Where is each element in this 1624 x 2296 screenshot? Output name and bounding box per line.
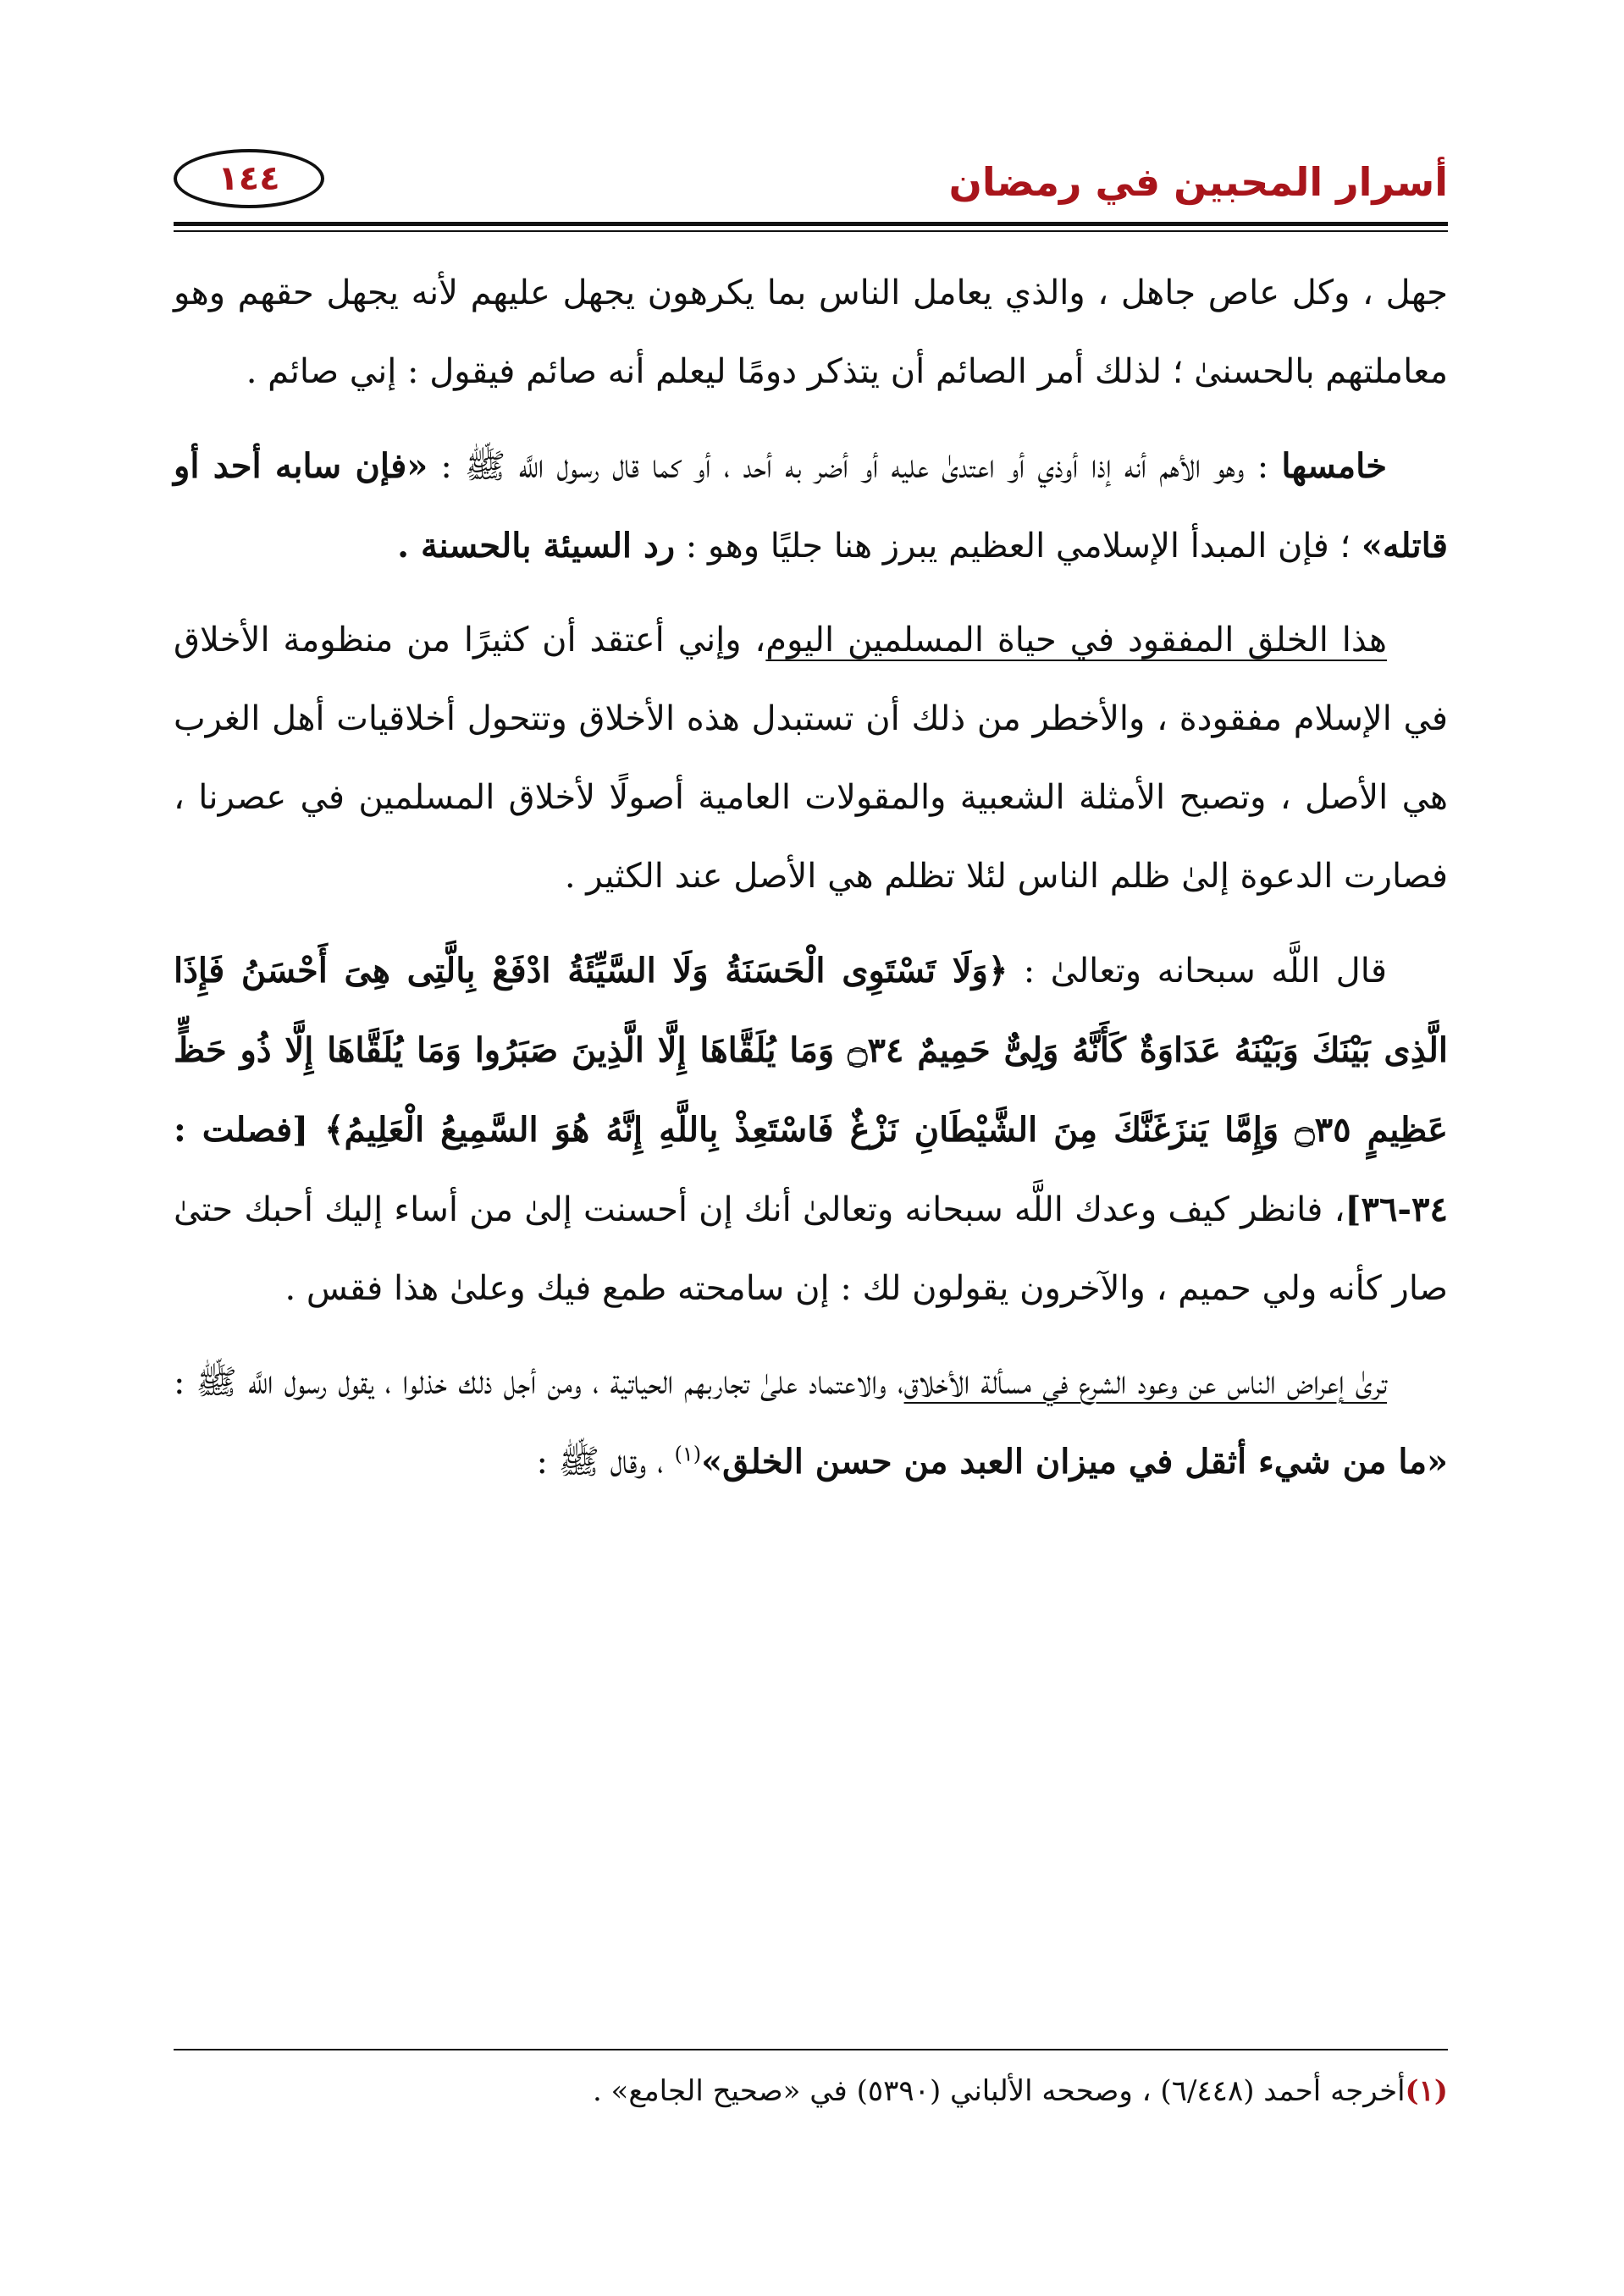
paragraph-2 — [174, 427, 1448, 586]
header-rule-thin — [174, 230, 1448, 232]
main-text — [174, 254, 1448, 1517]
paragraph-5-text-1: ، والاعتماد علىٰ تجاربهم الحياتية ، ومن أجل ذلك خذلوا ، يقول رسول اللَّه ﷺ : — [174, 1363, 904, 1402]
paragraph-2-text-1: : وهو الأهم أنه إذا أوذي أو اعتدىٰ عليه أو أضر به أحد ، أو كما قال رسول اللَّه ﷺ : — [428, 447, 1282, 486]
footnote-rule — [174, 2049, 1448, 2050]
paragraph-3-text: ، وإني أعتقد أن كثيرًا من منظومة الأخلاق في الإسلام مفقودة ، والأخطر من ذلك أن تستبدل هذه الأخلاق وتتحول أخلاقيات أهل الغرب هي الأصل ، وتصبح الأمثلة الشعبية والمقولات العامية أصولًا لأخلاق المسلمين في عصرنا ، فصارت الدعوة إلىٰ ظلم الناس لئلا تظلم هي الأصل عند الكثير . — [174, 621, 1449, 896]
point-heading: خامسها — [1281, 446, 1387, 486]
footnote-text: أخرجه أحمد (٦/٤٤٨) ، وصححه الألباني (٥٣٩٠) في «صحيح الجامع» . — [592, 2074, 1406, 2108]
header-rule-thick — [174, 222, 1448, 226]
paragraph-5 — [174, 1344, 1448, 1502]
paragraph-5-text-2: ، وقال ﷺ : — [536, 1443, 675, 1482]
verse-intro: قال اللَّه سبحانه وتعالىٰ : — [1008, 952, 1387, 991]
hadith-quote: «ما من شيء أثقل في ميزان العبد من حسن الخلق» — [701, 1442, 1448, 1482]
underlined-phrase: ترىٰ إعراض الناس عن وعود الشرع في مسألة الأخلاق — [903, 1363, 1387, 1402]
footnote-marker: (١) — [1405, 2074, 1448, 2108]
footnote-reference[interactable]: (١) — [674, 1442, 702, 1466]
page-header — [174, 144, 1448, 229]
paragraph-2-text-2: ؛ فإن المبدأ الإسلامي العظيم يبرز هنا جليًا وهو : — [675, 527, 1362, 566]
underlined-phrase: هذا الخلق المفقود في حياة المسلمين اليوم — [765, 621, 1387, 660]
paragraph-3 — [174, 601, 1448, 916]
paragraph-1-text: جهل ، وكل عاص جاهل ، والذي يعامل الناس بما يكرهون يجهل عليهم لأنه يجهل حقهم وهو معاملتهم بالحسنىٰ ؛ لذلك أمر الصائم أن يتذكر دومًا ليعلم أنه صائم فيقول : إني صائم . — [174, 273, 1448, 391]
quran-verse: ﴿وَلَا تَسْتَوِى الْحَسَنَةُ وَلَا السَّيِّئَةُ ادْفَعْ بِالَّتِى هِىَ أَحْسَنُ فَإِذَا الَّذِى بَيْنَكَ وَبَيْنَهُ عَدَاوَةٌ كَأَنَّهُ وَلِىٌّ حَمِيمٌ ۝٣٤ وَمَا يُلَقَّاهَا إِلَّا الَّذِينَ صَبَرُوا وَمَا يُلَقَّاهَا إِلَّا ذُو حَظٍّ عَظِيمٍ ۝٣٥ وَإِمَّا يَنزَغَنَّكَ مِنَ الشَّيْطَانِ نَزْغٌ فَاسْتَعِذْ بِاللَّهِ إِنَّهُ هُوَ السَّمِيعُ الْعَلِيمُ﴾ — [174, 951, 1449, 1150]
paragraph-4-text: ، فانظر كيف وعدك اللَّه سبحانه وتعالىٰ أنك إن أحسنت إلىٰ من أساء إليك أحبك حتىٰ صار كأنه ولي حميم ، والآخرون يقولون لك : إن سامحته طمع فيك وعلىٰ هذا فقس . — [174, 1190, 1448, 1308]
verse-citation: [فصلت : ٣٤-٣٦] — [174, 1110, 1448, 1229]
running-title: أسرار المحبين في رمضان — [948, 159, 1448, 205]
page-number-badge — [174, 149, 324, 208]
footnote — [174, 2066, 1448, 2117]
hadith-quote: «فإن سابه أحد أو قاتله» — [174, 446, 1448, 566]
paragraph-4 — [174, 931, 1448, 1328]
paragraph-1 — [174, 254, 1448, 411]
principle-emphasis: رد السيئة بالحسنة . — [397, 526, 676, 566]
page-number: ١٤٤ — [218, 159, 280, 198]
